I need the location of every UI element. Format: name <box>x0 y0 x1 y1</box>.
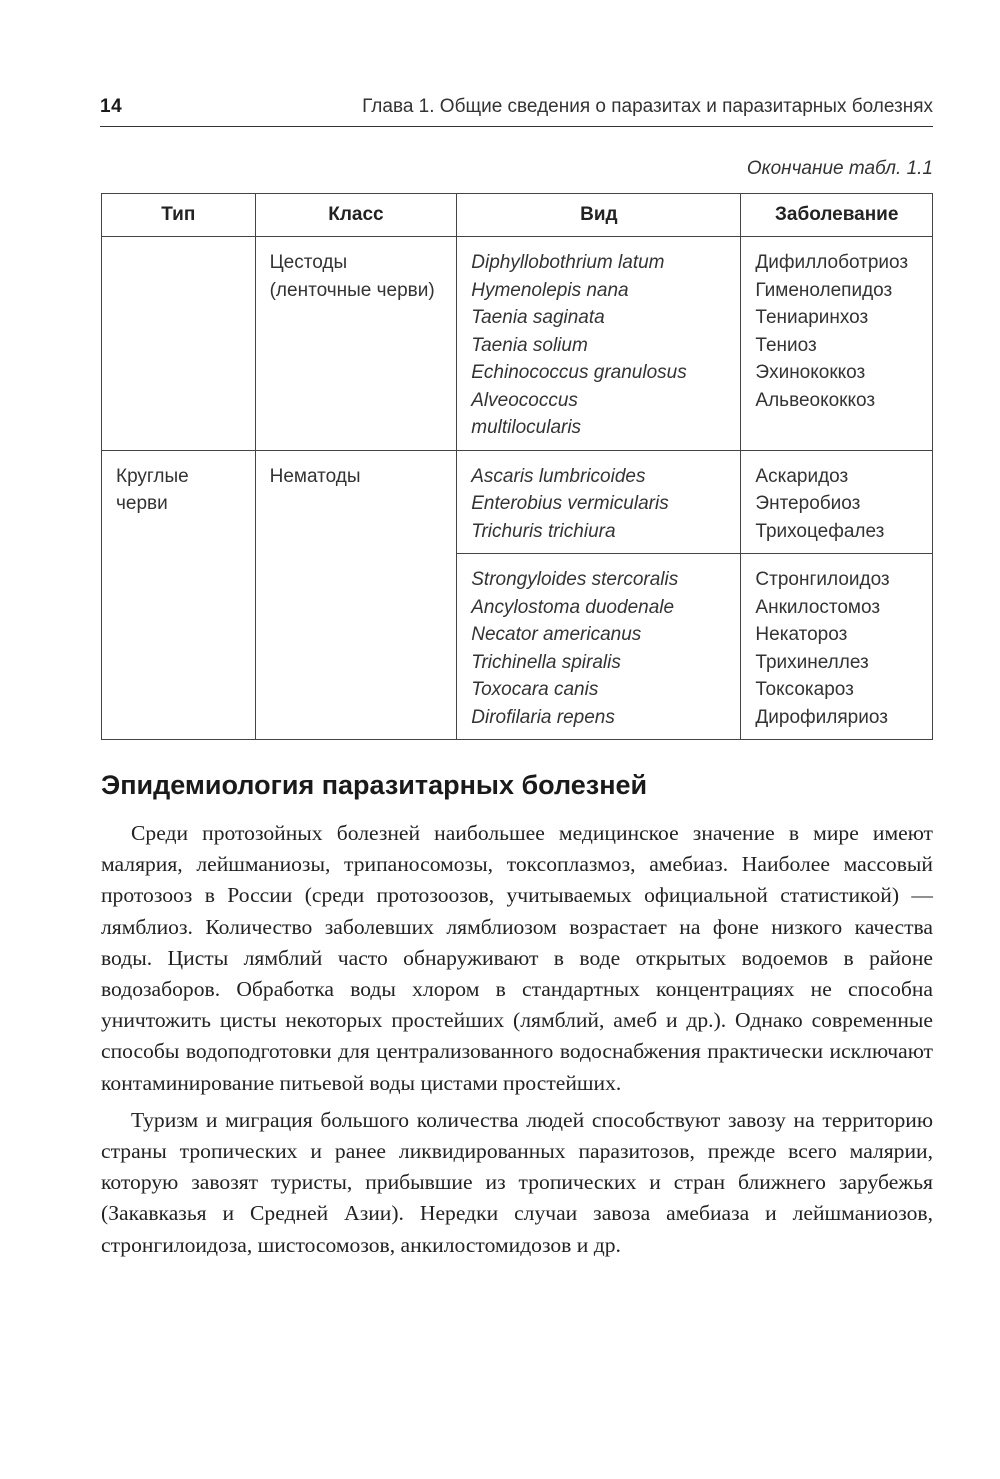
species-line: Echinococcus granulosus <box>471 362 687 383</box>
disease-line: Некатороз <box>755 624 848 645</box>
disease-line: Аскаридоз <box>755 465 849 487</box>
column-header-species: Вид <box>457 194 741 237</box>
running-title: Глава 1. Общие сведения о паразитах и паразитарных болезнях <box>362 96 933 117</box>
table-header-row <box>102 194 933 237</box>
disease-line: Трихоцефалез <box>755 520 885 542</box>
cell-species <box>457 450 741 554</box>
column-header-disease: Заболевание <box>741 194 933 237</box>
disease-line: Анкилостомоз <box>755 596 881 618</box>
cell-type <box>102 237 256 451</box>
table-row-nematodes <box>102 450 933 554</box>
disease-line: Тениаринхоз <box>755 307 869 328</box>
column-header-class: Класс <box>255 194 457 237</box>
page-number: 14 <box>100 96 123 117</box>
cell-disease <box>741 237 933 451</box>
class-line: Цестоды <box>269 252 348 273</box>
disease-line: Альвеококкоз <box>755 389 876 411</box>
species-line: Toxocara canis <box>471 679 599 700</box>
table-row-cestodes <box>102 237 933 451</box>
running-header <box>100 96 933 127</box>
species-line: Trichinella spiralis <box>471 651 621 673</box>
species-line: Taenia solium <box>471 334 588 356</box>
species-line: multilocularis <box>471 417 582 438</box>
species-line: Alveococcus <box>471 389 578 411</box>
disease-line: Дифиллоботриоз <box>755 252 909 273</box>
species-line: Taenia saginata <box>471 307 605 328</box>
disease-line: Энтеробиоз <box>755 493 861 514</box>
cell-species <box>457 237 741 451</box>
column-header-type: Тип <box>102 194 256 237</box>
disease-line: Токсокароз <box>755 679 854 700</box>
disease-line: Трихинеллез <box>755 651 869 673</box>
species-line: Strongyloides stercoralis <box>471 569 679 590</box>
disease-line: Дирофиляриоз <box>755 706 888 728</box>
cell-type <box>102 450 256 740</box>
cell-class <box>255 237 457 451</box>
cell-disease <box>741 554 933 740</box>
species-line: Necator americanus <box>471 624 642 645</box>
section-heading: Эпидемиология паразитарных болезней <box>101 770 648 800</box>
cell-class <box>255 450 457 740</box>
table-caption: Окончание табл. 1.1 <box>746 158 933 179</box>
disease-line: Гименолепидоз <box>755 279 893 301</box>
parasites-table <box>101 193 933 740</box>
species-line: Hymenolepis nana <box>471 279 629 301</box>
class-line: Нематоды <box>269 465 361 487</box>
species-line: Ascaris lumbricoides <box>471 465 646 487</box>
disease-line: Стронгилоидоз <box>755 569 890 590</box>
paragraph: Туризм и миграция большого количества людей способствуют завозу на территорию страны тропических и ранее ликвидированных паразитозов, прежде всего малярии, которую завозят туристы, прибывшие из тропических и стран ближнего зарубежья (Закавказья и Средней Азии). Нередки случаи завоза амебиаза и лейшманиозов, стронгилоидоза, шистосомозов, анкилостомидозов и др. <box>101 1107 933 1257</box>
cell-disease <box>741 450 933 554</box>
class-line: (ленточные черви) <box>269 279 435 301</box>
species-line: Dirofilaria repens <box>471 706 615 728</box>
disease-line: Эхинококкоз <box>755 362 866 383</box>
species-line: Enterobius vermicularis <box>471 493 669 514</box>
type-line: черви <box>116 493 168 514</box>
cell-species <box>457 554 741 740</box>
disease-line: Тениоз <box>755 334 817 356</box>
species-line: Ancylostoma duodenale <box>471 596 675 618</box>
species-line: Diphyllobothrium latum <box>471 252 665 273</box>
section-body <box>101 818 933 1267</box>
species-line: Trichuris trichiura <box>471 520 616 542</box>
paragraph: Среди протозойных болезней наибольшее медицинское значение в мире имеют малярия, лейшманиозы, трипаносомозы, токсоплазмоз, амебиаз. Наиболее массовый протозооз в России (среди протозоозов, учитываемых официальной статистикой) — лямблиоз. Количество заболевших лямблиозом возрастает на фоне низкого качества воды. Цисты лямблий часто обнаруживают в воде открытых водоемов в районе водозаборов. Обработка воды хлором в стандартных концентрациях не способна уничтожить цисты некоторых простейших (лямблий, амеб и др.). Однако современные способы водоподготовки для централизованного водоснабжения практически исключают контаминирование питьевой воды цистами простейших. <box>101 821 933 1095</box>
type-line: Круглые <box>116 465 189 487</box>
